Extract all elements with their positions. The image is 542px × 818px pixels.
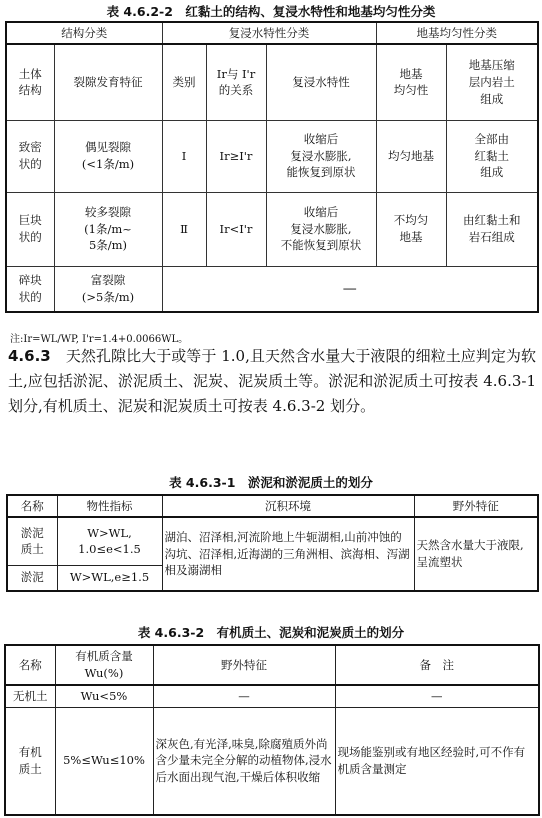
table1-note: 注:Ir=WL/WP, I'r=1.4+0.0066WL。: [10, 334, 189, 345]
col-header-category: 类别: [162, 44, 206, 120]
section-4-6-3: [8, 344, 536, 419]
table-row: 淤泥 质土 W>WL, 1.0≤e<1.5 湖泊、沼泽相,河流阶地上牛轭湖相,山前冲蚀的沟坑、沼泽相,近海湖的三角洲相、滨海相、泻湖相及溺湖相 天然含水量大于液限,呈流塑状: [7, 517, 538, 565]
table3-caption: 表 4.6.3-2 有机质土、泥炭和泥炭质土的划分: [137, 625, 405, 640]
group-header-rewet: 复浸水特性分类: [162, 22, 376, 44]
t2-environment: 湖泊、沼泽相,河流阶地上牛轭湖相,山前冲蚀的沟坑、沼泽相,近海湖的三角洲相、滨海相、泻湖相及溺湖相: [162, 517, 414, 591]
section-number: 4.6.3: [8, 347, 51, 365]
table-row: 无机土 Wu<5% — —: [5, 685, 539, 707]
col-header-relation: Ir与 I'r 的关系: [206, 44, 266, 120]
t2-header-name: 名称: [7, 495, 57, 517]
col-header-crack: 裂隙发育特征: [54, 44, 162, 120]
t2-header-environment: 沉积环境: [162, 495, 414, 517]
table-row: 淤泥 W>WL,e≥1.5: [7, 565, 538, 591]
t3-header-name: 名称: [5, 645, 55, 685]
t3-header-remark: 备 注: [335, 645, 539, 685]
group-header-structure: 结构分类: [6, 22, 162, 44]
organic-soil-classification-table: [4, 644, 540, 816]
table1-caption: 表 4.6.2-2 红黏土的结构、复浸水特性和地基均匀性分类: [106, 4, 436, 19]
t3-header-content: 有机质含量 Wu(%): [55, 645, 153, 685]
table-row: 巨块 状的 较多裂隙 (1条/m~ 5条/m) Ⅱ Ir<I'r 收缩后 复浸水膨胀, 不能恢复到原状 不均匀 地基 由红黏土和 岩石组成: [6, 192, 538, 266]
col-header-structure: 土体 结构: [6, 44, 54, 120]
red-clay-classification-table: [5, 21, 539, 313]
table-row: 碎块 状的 富裂隙 (>5条/m) —: [6, 266, 538, 312]
col-header-uniformity: 地基 均匀性: [376, 44, 446, 120]
t2-header-index: 物性指标: [57, 495, 162, 517]
silt-classification-table: [6, 494, 539, 592]
section-text: 天然孔隙比大于或等于 1.0,且天然含水量大于液限的细粒土应判定为软土,应包括淤泥、淤泥质土、泥炭、泥炭质土等。淤泥和淤泥质土可按表 4.6.3-1 划分,有机质土、泥炭和泥炭质土可按表 4.6.3-2 划分。: [8, 347, 536, 415]
table-row: 致密 状的 偶见裂隙 (<1条/m) Ⅰ Ir≥I'r 收缩后 复浸水膨胀, 能恢复到原状 均匀地基 全部由 红黏土 组成: [6, 120, 538, 192]
table2-caption: 表 4.6.3-1 淤泥和淤泥质土的划分: [169, 475, 373, 490]
col-header-property: 复浸水特性: [266, 44, 376, 120]
table-row: 有机 质土 5%≤Wu≤10% 深灰色,有光泽,味臭,除腐殖质外尚含少量未完全分解的动植物体,浸水后水面出现气泡,干燥后体积收缩 现场能鉴别或有地区经验时,可不作有机质含量测定: [5, 707, 539, 815]
t3-header-field: 野外特征: [153, 645, 335, 685]
group-header-uniformity: 地基均匀性分类: [376, 22, 538, 44]
t2-header-field: 野外特征: [414, 495, 538, 517]
t2-field: 天然含水量大于液限,呈流塑状: [414, 517, 538, 591]
col-header-composition: 地基压缩 层内岩土 组成: [446, 44, 538, 120]
